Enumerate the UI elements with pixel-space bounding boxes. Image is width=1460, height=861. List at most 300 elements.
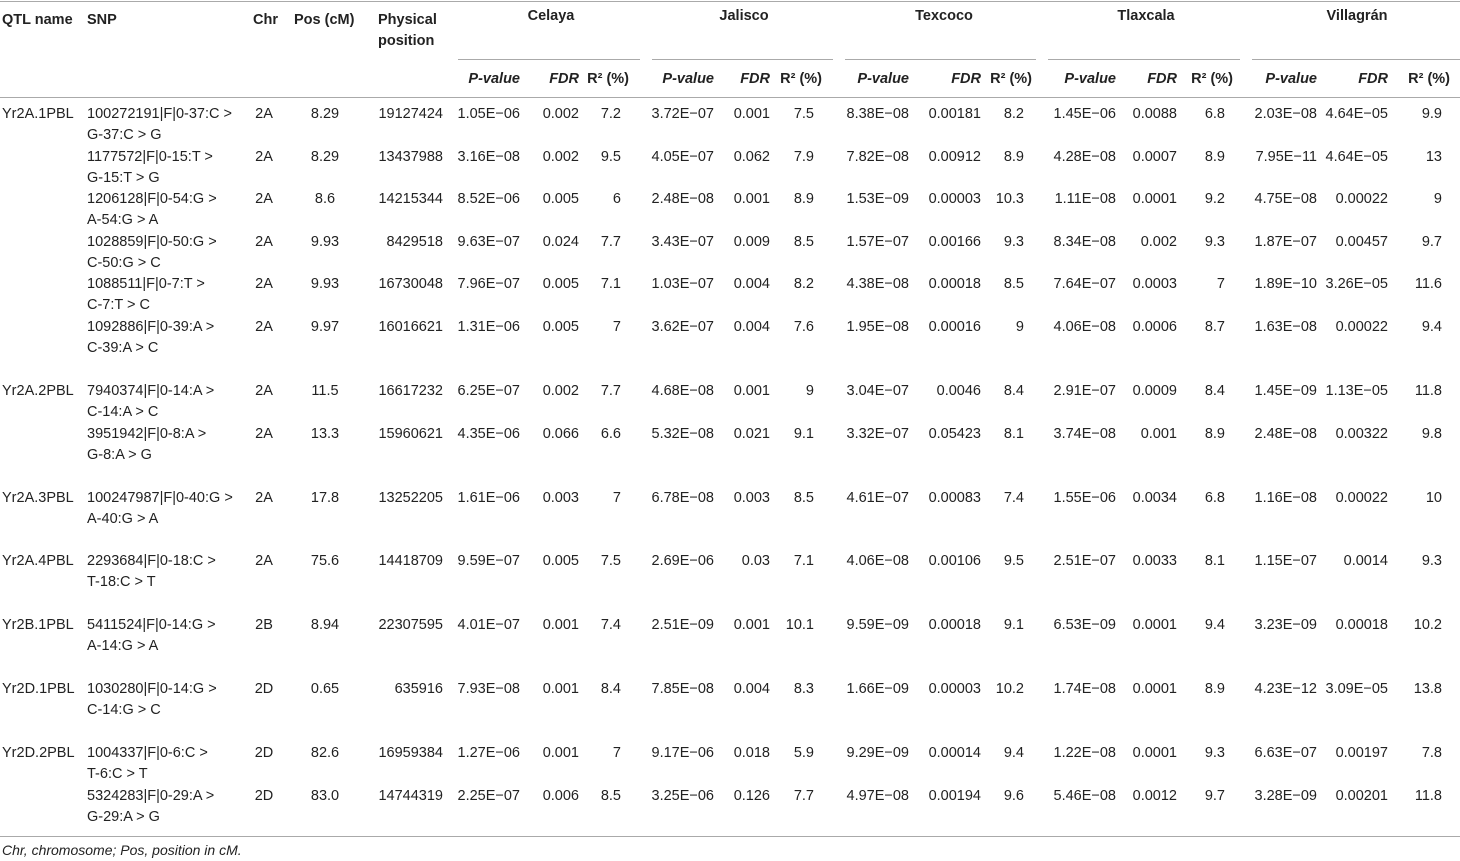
p-value: 7.82E−08 (846, 149, 909, 165)
r2-value: 10.2 (995, 681, 1024, 697)
fdr-value: 0.126 (733, 788, 770, 804)
fdr-value: 0.003 (733, 490, 770, 506)
r2-value: 8.5 (600, 788, 621, 804)
fdr-value: 0.0001 (1132, 191, 1177, 207)
position-cm: 11.5 (311, 383, 339, 399)
p-value: 6.53E−09 (1053, 617, 1116, 633)
p-value: 2.48E−08 (651, 191, 714, 207)
r2-value: 8.5 (1003, 276, 1024, 292)
p-value: 1.89E−10 (1254, 276, 1317, 292)
fdr-value: 0.005 (542, 553, 579, 569)
fdr-value: 0.003 (542, 490, 579, 506)
chromosome: 2D (254, 745, 274, 761)
fdr-value: 0.006 (542, 788, 579, 804)
r2-value: 8.1 (1204, 553, 1225, 569)
p-value: 4.68E−08 (651, 383, 714, 399)
snp-id: C-7:T > C (87, 297, 150, 313)
fdr-value: 1.13E−05 (1325, 383, 1388, 399)
r2-value: 7.1 (600, 276, 621, 292)
position-cm: 13.3 (310, 426, 340, 442)
snp-id: 1030280|F|0-14:G > (87, 681, 217, 697)
position-cm: 8.29 (310, 106, 340, 122)
header-physical-position: position (378, 33, 435, 49)
fdr-value: 0.062 (733, 149, 770, 165)
snp-id: G-15:T > G (87, 170, 160, 186)
r2-value: 7.4 (600, 617, 621, 633)
physical-position: 8429518 (386, 234, 443, 250)
r2-value: 7.2 (600, 106, 621, 122)
r2-value: 9.6 (1003, 788, 1024, 804)
chromosome: 2A (255, 426, 273, 442)
site-header: Tlaxcala (1117, 8, 1175, 24)
r2-value: 8.9 (1003, 149, 1024, 165)
fdr-value: 0.00022 (1335, 319, 1388, 335)
physical-position: 16617232 (378, 383, 443, 399)
fdr-value: 0.00106 (928, 553, 981, 569)
r2-value: 9.7 (1204, 788, 1225, 804)
p-value: 1.11E−08 (1054, 191, 1116, 207)
snp-id: T-6:C > T (87, 766, 148, 782)
snp-id: A-40:G > A (87, 511, 159, 527)
r2-value: 8.4 (1003, 383, 1024, 399)
site-header: Villagrán (1326, 8, 1388, 24)
bottom-rule (0, 836, 1460, 837)
fdr-value: 0.018 (733, 745, 770, 761)
p-value: 4.28E−08 (1053, 149, 1116, 165)
p-value: 9.63E−07 (457, 234, 520, 250)
header-physical-position: Physical (378, 12, 437, 28)
site-header: Celaya (527, 8, 575, 24)
p-value: 7.85E−08 (651, 681, 714, 697)
r2-value: 7.7 (793, 788, 814, 804)
qtl-name: Yr2D.1PBL (2, 681, 75, 697)
snp-id: C-14:G > C (87, 702, 161, 718)
fdr-value: 0.0014 (1343, 553, 1388, 569)
chromosome: 2A (255, 191, 273, 207)
fdr-value: 0.00003 (928, 681, 981, 697)
r2-value: 6 (612, 191, 621, 207)
p-value: 9.29E−09 (846, 745, 909, 761)
p-value: 1.05E−06 (457, 106, 520, 122)
r2-value: 11.8 (1414, 788, 1442, 804)
r2-value: 6.6 (600, 426, 621, 442)
r2-value: 13.8 (1413, 681, 1442, 697)
r2-value: 9.4 (1003, 745, 1024, 761)
p-value: 1.03E−07 (651, 276, 714, 292)
r2-value: 8.2 (793, 276, 814, 292)
chromosome: 2B (255, 617, 273, 633)
p-value: 2.51E−07 (1053, 553, 1116, 569)
r2-value: 10.2 (1413, 617, 1442, 633)
fdr-value: 0.001 (733, 106, 770, 122)
r2-value: 9 (805, 383, 814, 399)
header-rule (0, 97, 1460, 98)
p-value: 1.74E−08 (1053, 681, 1116, 697)
p-value: 5.46E−08 (1053, 788, 1116, 804)
fdr-value: 0.0001 (1132, 617, 1177, 633)
header-pos: Pos (cM) (294, 12, 355, 28)
chromosome: 2D (254, 681, 274, 697)
physical-position: 13437988 (378, 149, 443, 165)
fdr-value: 0.066 (542, 426, 579, 442)
r2-value: 8.5 (793, 234, 814, 250)
fdr-value: 0.0088 (1132, 106, 1177, 122)
p-value: 1.27E−06 (457, 745, 520, 761)
position-cm: 0.65 (310, 681, 340, 697)
physical-position: 16016621 (378, 319, 443, 335)
r2-value: 13 (1425, 149, 1442, 165)
fdr-value: 0.0007 (1132, 149, 1177, 165)
p-value: 1.61E−06 (457, 490, 520, 506)
r2-value: 8.3 (793, 681, 814, 697)
fdr-value: 0.00201 (1335, 788, 1388, 804)
r2-value: 9.9 (1421, 106, 1442, 122)
site-group-rule (458, 59, 640, 60)
p-value: 2.91E−07 (1053, 383, 1116, 399)
r2-value: 8.2 (1003, 106, 1024, 122)
snp-id: G-29:A > G (87, 809, 160, 825)
site-header: Texcoco (915, 8, 973, 24)
top-rule (0, 1, 1460, 2)
p-value: 2.51E−09 (651, 617, 714, 633)
r2-value: 10.1 (785, 617, 814, 633)
p-value: 1.55E−06 (1053, 490, 1116, 506)
physical-position: 16959384 (378, 745, 443, 761)
p-value: 1.22E−08 (1053, 745, 1116, 761)
p-value: 7.96E−07 (457, 276, 520, 292)
fdr-value: 0.00003 (928, 191, 981, 207)
fdr-value: 0.0046 (936, 383, 981, 399)
subheader-r2: R² (%) (780, 71, 822, 87)
subheader-p-value: P-value (1064, 71, 1116, 87)
p-value: 4.23E−12 (1254, 681, 1317, 697)
fdr-value: 0.00912 (928, 149, 981, 165)
p-value: 1.45E−06 (1053, 106, 1116, 122)
p-value: 6.25E−07 (457, 383, 520, 399)
fdr-value: 0.0033 (1132, 553, 1177, 569)
p-value: 9.59E−09 (846, 617, 909, 633)
chromosome: 2A (255, 276, 273, 292)
r2-value: 9.3 (1421, 553, 1442, 569)
r2-value: 6.8 (1204, 106, 1225, 122)
chromosome: 2A (255, 383, 273, 399)
r2-value: 7 (612, 319, 621, 335)
chromosome: 2A (255, 319, 273, 335)
fdr-value: 0.002 (1140, 234, 1177, 250)
fdr-value: 0.001 (733, 617, 770, 633)
fdr-value: 0.00197 (1335, 745, 1388, 761)
subheader-fdr: FDR (549, 71, 579, 87)
p-value: 4.05E−07 (651, 149, 714, 165)
r2-value: 8.7 (1204, 319, 1225, 335)
fdr-value: 0.002 (542, 383, 579, 399)
p-value: 8.34E−08 (1053, 234, 1116, 250)
subheader-r2: R² (%) (990, 71, 1032, 87)
r2-value: 7.4 (1003, 490, 1024, 506)
r2-value: 7.1 (793, 553, 814, 569)
fdr-value: 0.00018 (928, 617, 981, 633)
fdr-value: 0.00018 (928, 276, 981, 292)
header-snp: SNP (87, 12, 117, 28)
snp-id: C-14:A > C (87, 404, 159, 420)
physical-position: 19127424 (378, 106, 443, 122)
position-cm: 82.6 (310, 745, 340, 761)
r2-value: 8.9 (1204, 149, 1225, 165)
fdr-value: 0.00181 (928, 106, 981, 122)
fdr-value: 0.0001 (1132, 745, 1177, 761)
fdr-value: 0.002 (542, 106, 579, 122)
fdr-value: 0.001 (733, 191, 770, 207)
p-value: 1.57E−07 (846, 234, 909, 250)
p-value: 1.95E−08 (846, 319, 909, 335)
position-cm: 9.93 (310, 234, 340, 250)
subheader-r2: R² (%) (1191, 71, 1233, 87)
r2-value: 9.8 (1421, 426, 1442, 442)
p-value: 6.78E−08 (651, 490, 714, 506)
qtl-name: Yr2A.4PBL (2, 553, 74, 569)
table-footnote: Chr, chromosome; Pos, position in cM. (2, 842, 242, 858)
fdr-value: 0.001 (542, 745, 579, 761)
p-value: 4.01E−07 (457, 617, 520, 633)
chromosome: 2A (255, 149, 273, 165)
p-value: 3.72E−07 (651, 106, 714, 122)
physical-position: 13252205 (378, 490, 443, 506)
r2-value: 8.5 (793, 490, 814, 506)
p-value: 3.43E−07 (651, 234, 714, 250)
position-cm: 8.6 (314, 191, 336, 207)
site-group-rule (652, 59, 833, 60)
r2-value: 7 (1216, 276, 1225, 292)
p-value: 4.97E−08 (846, 788, 909, 804)
p-value: 3.74E−08 (1053, 426, 1116, 442)
r2-value: 9 (1433, 191, 1442, 207)
physical-position: 22307595 (378, 617, 443, 633)
snp-id: 1088511|F|0-7:T > (87, 276, 205, 292)
r2-value: 8.4 (1204, 383, 1225, 399)
snp-id: 1092886|F|0-39:A > (87, 319, 215, 335)
p-value: 8.38E−08 (846, 106, 909, 122)
position-cm: 9.97 (310, 319, 340, 335)
p-value: 1.66E−09 (846, 681, 909, 697)
r2-value: 7.6 (793, 319, 814, 335)
qtl-name: Yr2D.2PBL (2, 745, 75, 761)
fdr-value: 0.021 (733, 426, 770, 442)
p-value: 6.63E−07 (1254, 745, 1317, 761)
r2-value: 8.9 (1204, 681, 1225, 697)
r2-value: 9.5 (600, 149, 621, 165)
snp-id: 1206128|F|0-54:G > (87, 191, 217, 207)
physical-position: 15960621 (378, 426, 443, 442)
position-cm: 9.93 (310, 276, 340, 292)
fdr-value: 0.004 (733, 276, 770, 292)
r2-value: 7 (612, 745, 621, 761)
p-value: 1.16E−08 (1254, 490, 1317, 506)
r2-value: 10 (1425, 490, 1442, 506)
fdr-value: 0.00022 (1335, 490, 1388, 506)
fdr-value: 0.009 (733, 234, 770, 250)
r2-value: 11.8 (1414, 383, 1442, 399)
fdr-value: 0.00322 (1335, 426, 1388, 442)
r2-value: 9.4 (1421, 319, 1442, 335)
site-group-rule (845, 59, 1036, 60)
subheader-p-value: P-value (468, 71, 520, 87)
header-qtl-name: QTL name (2, 12, 73, 28)
subheader-fdr: FDR (740, 71, 770, 87)
chromosome: 2A (255, 553, 273, 569)
r2-value: 7 (612, 490, 621, 506)
r2-value: 6.8 (1204, 490, 1225, 506)
p-value: 4.06E−08 (846, 553, 909, 569)
p-value: 3.28E−09 (1254, 788, 1317, 804)
fdr-value: 0.004 (733, 681, 770, 697)
qtl-name: Yr2B.1PBL (2, 617, 74, 633)
r2-value: 7.5 (793, 106, 814, 122)
r2-value: 7.8 (1421, 745, 1442, 761)
p-value: 2.69E−06 (651, 553, 714, 569)
physical-position: 14418709 (378, 553, 443, 569)
snp-id: C-39:A > C (87, 340, 159, 356)
r2-value: 8.4 (600, 681, 621, 697)
position-cm: 8.29 (310, 149, 340, 165)
p-value: 4.06E−08 (1053, 319, 1116, 335)
p-value: 1.31E−06 (457, 319, 520, 335)
fdr-value: 0.001 (733, 383, 770, 399)
fdr-value: 0.05423 (928, 426, 981, 442)
chromosome: 2A (255, 234, 273, 250)
physical-position: 14215344 (378, 191, 443, 207)
r2-value: 8.1 (1003, 426, 1024, 442)
fdr-value: 4.64E−05 (1325, 149, 1388, 165)
r2-value: 9.4 (1204, 617, 1225, 633)
r2-value: 7.9 (793, 149, 814, 165)
subheader-r2: R² (%) (587, 71, 629, 87)
chromosome: 2D (254, 788, 274, 804)
subheader-p-value: P-value (857, 71, 909, 87)
p-value: 2.25E−07 (457, 788, 520, 804)
r2-value: 8.9 (793, 191, 814, 207)
p-value: 4.61E−07 (846, 490, 909, 506)
p-value: 1.63E−08 (1254, 319, 1317, 335)
r2-value: 11.6 (1414, 276, 1442, 292)
fdr-value: 0.001 (542, 617, 579, 633)
snp-id: A-14:G > A (87, 638, 159, 654)
p-value: 3.23E−09 (1254, 617, 1317, 633)
position-cm: 75.6 (310, 553, 340, 569)
subheader-fdr: FDR (1358, 71, 1388, 87)
subheader-fdr: FDR (951, 71, 981, 87)
snp-id: 100247987|F|0-40:G > (87, 490, 233, 506)
snp-id: 5324283|F|0-29:A > (87, 788, 215, 804)
fdr-value: 0.004 (733, 319, 770, 335)
p-value: 9.59E−07 (457, 553, 520, 569)
qtl-name: Yr2A.2PBL (2, 383, 74, 399)
snp-id: T-18:C > T (87, 574, 156, 590)
p-value: 8.52E−06 (457, 191, 520, 207)
fdr-value: 0.001 (1140, 426, 1177, 442)
p-value: 1.15E−07 (1254, 553, 1317, 569)
fdr-value: 0.00083 (928, 490, 981, 506)
snp-id: 1004337|F|0-6:C > (87, 745, 208, 761)
snp-id: 2293684|F|0-18:C > (87, 553, 216, 569)
r2-value: 10.3 (995, 191, 1024, 207)
fdr-value: 0.0001 (1132, 681, 1177, 697)
snp-id: 1177572|F|0-15:T > (87, 149, 213, 165)
fdr-value: 0.005 (542, 319, 579, 335)
r2-value: 7.7 (600, 234, 621, 250)
snp-id: 5411524|F|0-14:G > (87, 617, 216, 633)
fdr-value: 0.00016 (928, 319, 981, 335)
site-header: Jalisco (719, 8, 769, 24)
fdr-value: 0.00018 (1335, 617, 1388, 633)
p-value: 3.16E−08 (457, 149, 520, 165)
subheader-p-value: P-value (1265, 71, 1317, 87)
qtl-name: Yr2A.3PBL (2, 490, 74, 506)
fdr-value: 4.64E−05 (1325, 106, 1388, 122)
r2-value: 9.3 (1204, 745, 1225, 761)
fdr-value: 0.03 (741, 553, 770, 569)
fdr-value: 0.0009 (1132, 383, 1177, 399)
snp-id: G-8:A > G (87, 447, 152, 463)
header-chr: Chr (253, 12, 278, 28)
p-value: 9.17E−06 (651, 745, 714, 761)
fdr-value: 0.0034 (1132, 490, 1177, 506)
r2-value: 5.9 (793, 745, 814, 761)
physical-position: 635916 (394, 681, 443, 697)
fdr-value: 0.00166 (928, 234, 981, 250)
fdr-value: 3.09E−05 (1325, 681, 1388, 697)
fdr-value: 0.00022 (1335, 191, 1388, 207)
p-value: 4.75E−08 (1254, 191, 1317, 207)
r2-value: 9.1 (793, 426, 814, 442)
snp-id: 3951942|F|0-8:A > (87, 426, 207, 442)
site-group-rule (1252, 59, 1460, 60)
p-value: 2.48E−08 (1254, 426, 1317, 442)
p-value: 2.03E−08 (1254, 106, 1317, 122)
r2-value: 9.5 (1003, 553, 1024, 569)
subheader-r2: R² (%) (1408, 71, 1450, 87)
p-value: 1.45E−09 (1254, 383, 1317, 399)
fdr-value: 0.00014 (928, 745, 981, 761)
r2-value: 9.2 (1204, 191, 1225, 207)
r2-value: 9.3 (1003, 234, 1024, 250)
p-value: 3.62E−07 (651, 319, 714, 335)
p-value: 4.38E−08 (846, 276, 909, 292)
r2-value: 9 (1015, 319, 1024, 335)
p-value: 1.53E−09 (846, 191, 909, 207)
r2-value: 7.5 (600, 553, 621, 569)
fdr-value: 0.024 (542, 234, 579, 250)
r2-value: 9.7 (1421, 234, 1442, 250)
p-value: 1.87E−07 (1254, 234, 1317, 250)
p-value: 3.25E−06 (651, 788, 714, 804)
subheader-p-value: P-value (662, 71, 714, 87)
fdr-value: 0.001 (542, 681, 579, 697)
snp-id: C-50:G > C (87, 255, 161, 271)
snp-id: A-54:G > A (87, 212, 159, 228)
p-value: 7.64E−07 (1053, 276, 1116, 292)
r2-value: 8.9 (1204, 426, 1225, 442)
fdr-value: 3.26E−05 (1325, 276, 1388, 292)
chromosome: 2A (255, 106, 273, 122)
position-cm: 83.0 (310, 788, 340, 804)
p-value: 4.35E−06 (457, 426, 520, 442)
fdr-value: 0.00457 (1335, 234, 1388, 250)
snp-id: G-37:C > G (87, 127, 162, 143)
fdr-value: 0.0012 (1132, 788, 1177, 804)
qtl-name: Yr2A.1PBL (2, 106, 74, 122)
p-value: 3.04E−07 (846, 383, 909, 399)
snp-id: 7940374|F|0-14:A > (87, 383, 215, 399)
